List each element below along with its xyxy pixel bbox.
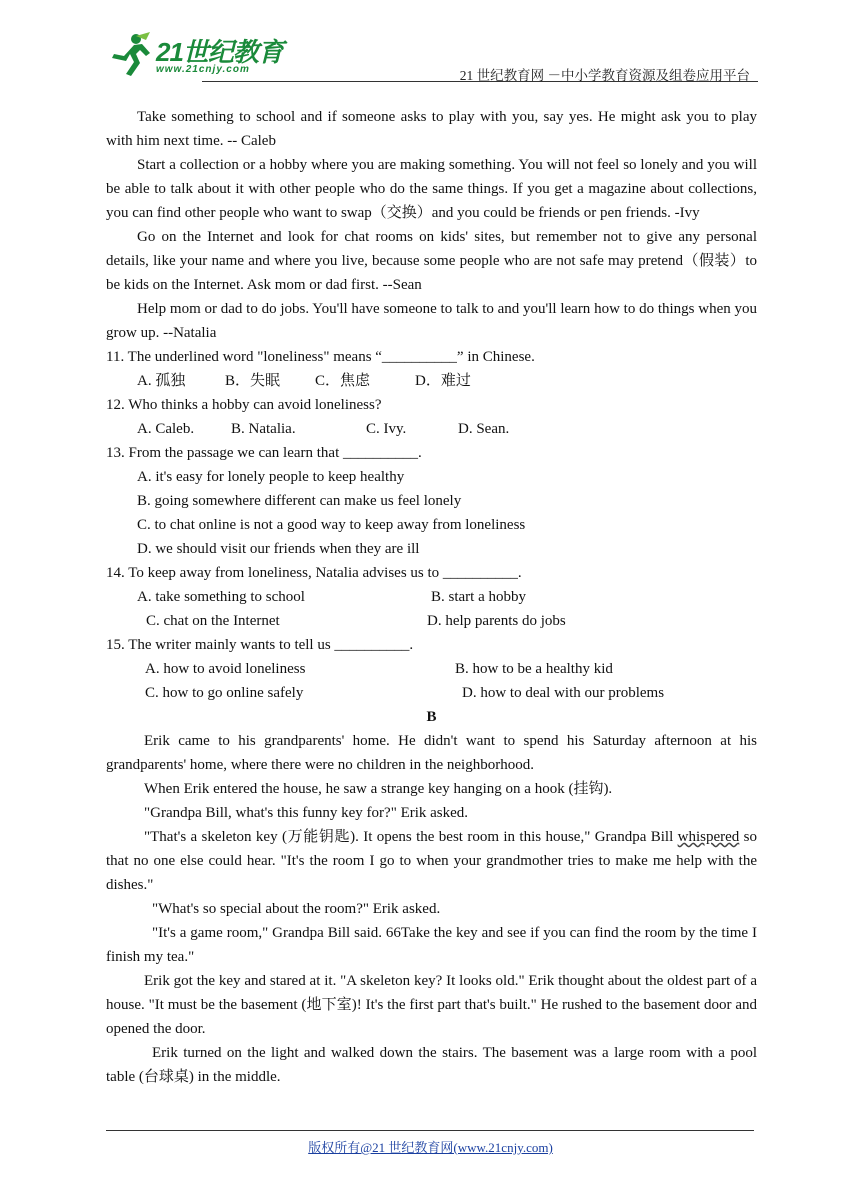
story-paragraph: Erik came to his grandparents' home. He didn't want to spend his Saturday afternoon at his grandparents' home, where there were no children in the neighborhood. [106,733,757,773]
question-15-options-2 [106,681,757,705]
page-footer [0,1137,861,1156]
section-heading: B [426,709,437,725]
question-12-options [106,417,757,441]
story-paragraph: "What's so special about the room?" Erik asked. [152,901,441,917]
question-12: 12. Who thinks a hobby can avoid loneliness? [106,397,382,413]
story-paragraph: "It's a game room," Grandpa Bill said. 66Take the key and see if you can find the room by the time I finish my tea." [106,925,757,965]
story-paragraph: When Erik entered the house, he saw a strange key hanging on a hook (挂钩). [144,781,613,797]
site-title: 21 世纪教育网 －中小学教育资源及组卷应用平台 [459,68,750,83]
story-paragraph: Erik got the key and stared at it. "A skeleton key? It looks old." Erik thought about the oldest part of a house. "It must be the basement (地下室)! It's the first part that's built." He rushed to the basement door and opened the door. [106,973,757,1037]
story-paragraph: "Grandpa Bill, what's this funny key for?" Erik asked. [144,805,469,821]
option-a: A. 孤独 [137,373,186,389]
option-c: C. to chat online is not a good way to keep away from loneliness [137,517,526,533]
question-11: 11. The underlined word "loneliness" means “__________” in Chinese. [106,349,535,365]
option-a: A. Caleb. [137,421,195,437]
option-c: C. how to go online safely [145,685,304,701]
question-15: 15. The writer mainly wants to tell us __________. [106,637,414,653]
header-divider [202,81,758,82]
logo-text: 21世纪教育 [156,37,283,67]
site-logo [106,30,291,80]
footer-divider [106,1130,754,1131]
story-paragraph: Erik turned on the light and walked down the stairs. The basement was a large room with a pool table (台球桌) in the middle. [106,1045,757,1085]
option-c: C. Ivy. [366,421,407,437]
option-d: D．难过 [415,373,471,389]
runner-icon [106,32,154,78]
document-body [106,105,757,1089]
copyright-link[interactable]: 版权所有@21 世纪教育网(www.21cnjy.com) [308,1140,553,1155]
option-c: C. chat on the Internet [146,613,280,629]
option-b: B. Natalia. [231,421,296,437]
logo-url: www.21cnjy.com [156,64,250,75]
story-text: "That's a skeleton key (万能钥匙). It opens the best room in this house," Grandpa Bill [144,829,678,845]
option-d: D. we should visit our friends when they are ill [137,541,420,557]
question-14-options [106,585,757,609]
passage-paragraph: Help mom or dad to do jobs. You'll have someone to talk to and you'll learn how to do things when you grow up. --Natalia [106,301,757,341]
option-b: B. going somewhere different can make us feel lonely [137,493,462,509]
option-a: A. take something to school [137,589,305,605]
option-c: C．焦虑 [315,373,371,389]
question-15-options [106,657,757,681]
question-14-options-2 [106,609,757,633]
option-d: D. Sean. [458,421,510,437]
story-text: so that no one else could hear. "It's the room I go to when your grandmother tries to make me help with the dishes." [106,829,757,893]
option-d: D. how to deal with our problems [462,685,665,701]
passage-paragraph: Go on the Internet and look for chat rooms on kids' sites, but remember not to give any personal details, like your name and where you live, because some people who are not safe may pretend（假装）to be kids on the Internet. Ask mom or dad first. --Sean [106,229,757,293]
option-d: D. help parents do jobs [427,613,566,629]
page-header [106,30,758,86]
option-a: A. it's easy for lonely people to keep healthy [137,469,405,485]
story-paragraph [106,825,757,897]
option-b: B. start a hobby [431,589,526,605]
option-a: A. how to avoid loneliness [145,661,306,677]
passage-paragraph: Take something to school and if someone asks to play with you, say yes. He might ask you to play with him next time. -- Caleb [106,109,757,149]
underlined-word: whispered [677,829,740,845]
question-14: 14. To keep away from loneliness, Natalia advises us to __________. [106,565,522,581]
option-b: B．失眠 [225,373,281,389]
question-13: 13. From the passage we can learn that __________. [106,445,422,461]
option-b: B. how to be a healthy kid [455,661,613,677]
question-11-options [106,369,757,393]
passage-paragraph: Start a collection or a hobby where you are making something. You will not feel so lonely and you will be able to talk about it with other people who do the same things. If you get a magazine about collections, you can find other people who want to swap（交换）and you could be friends or pen friends. -Ivy [106,157,757,221]
